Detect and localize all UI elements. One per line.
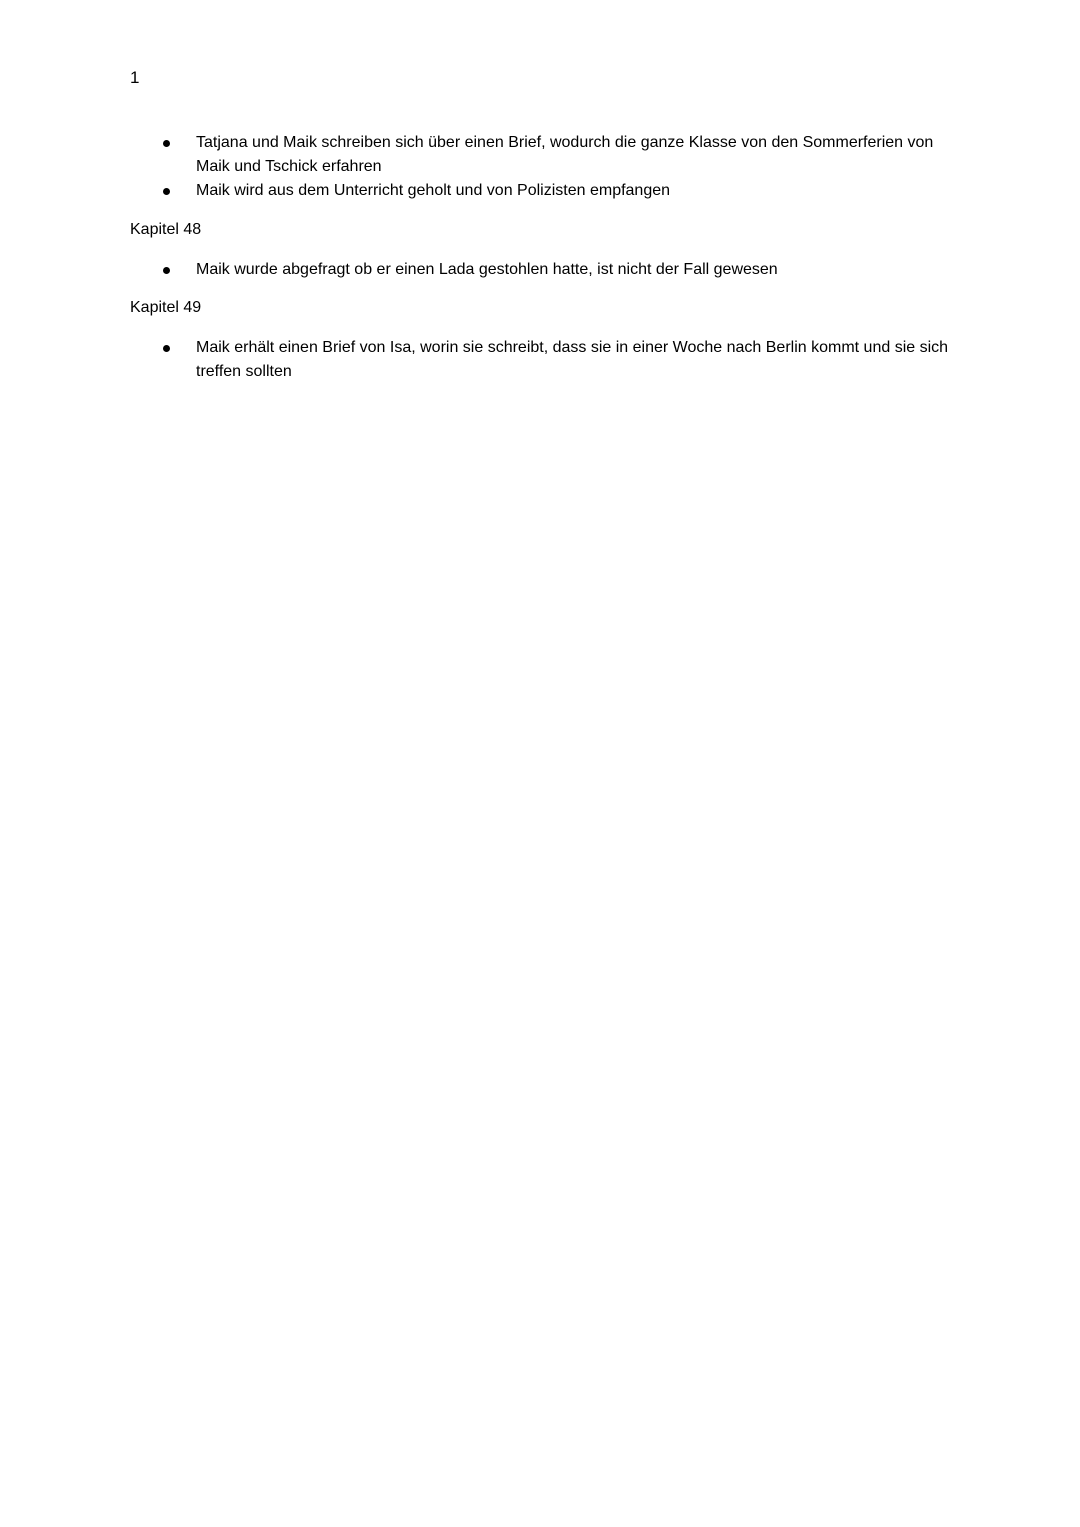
section-heading: Kapitel 49 bbox=[130, 299, 202, 316]
list-item-text: Maik wird aus dem Unterricht geholt und von Polizisten empfangen bbox=[196, 182, 671, 199]
list-item-text: Maik wurde abgefragt ob er einen Lada gestohlen hatte, ist nicht der Fall gewesen bbox=[196, 261, 778, 278]
section-heading: Kapitel 48 bbox=[130, 221, 202, 238]
bullet-list bbox=[0, 336, 1080, 384]
list-item bbox=[0, 336, 956, 384]
page-number: 1 bbox=[130, 68, 140, 87]
list-item-text: Tatjana und Maik schreiben sich über einen Brief, wodurch die ganze Klasse von den Sommerferien von Maik und Tschick erfahren bbox=[196, 134, 934, 175]
list-item bbox=[0, 131, 956, 179]
bullet-list bbox=[0, 258, 1080, 282]
bullet-icon bbox=[163, 345, 170, 352]
bullet-icon bbox=[163, 267, 170, 274]
bullet-icon bbox=[163, 188, 170, 195]
list-item-text: Maik erhält einen Brief von Isa, worin sie schreibt, dass sie in einer Woche nach Berlin kommt und sie sich treffen sollten bbox=[196, 339, 949, 380]
bullet-icon bbox=[163, 140, 170, 147]
list-item bbox=[0, 258, 956, 282]
bullet-list bbox=[0, 131, 1080, 203]
list-item bbox=[0, 179, 956, 203]
